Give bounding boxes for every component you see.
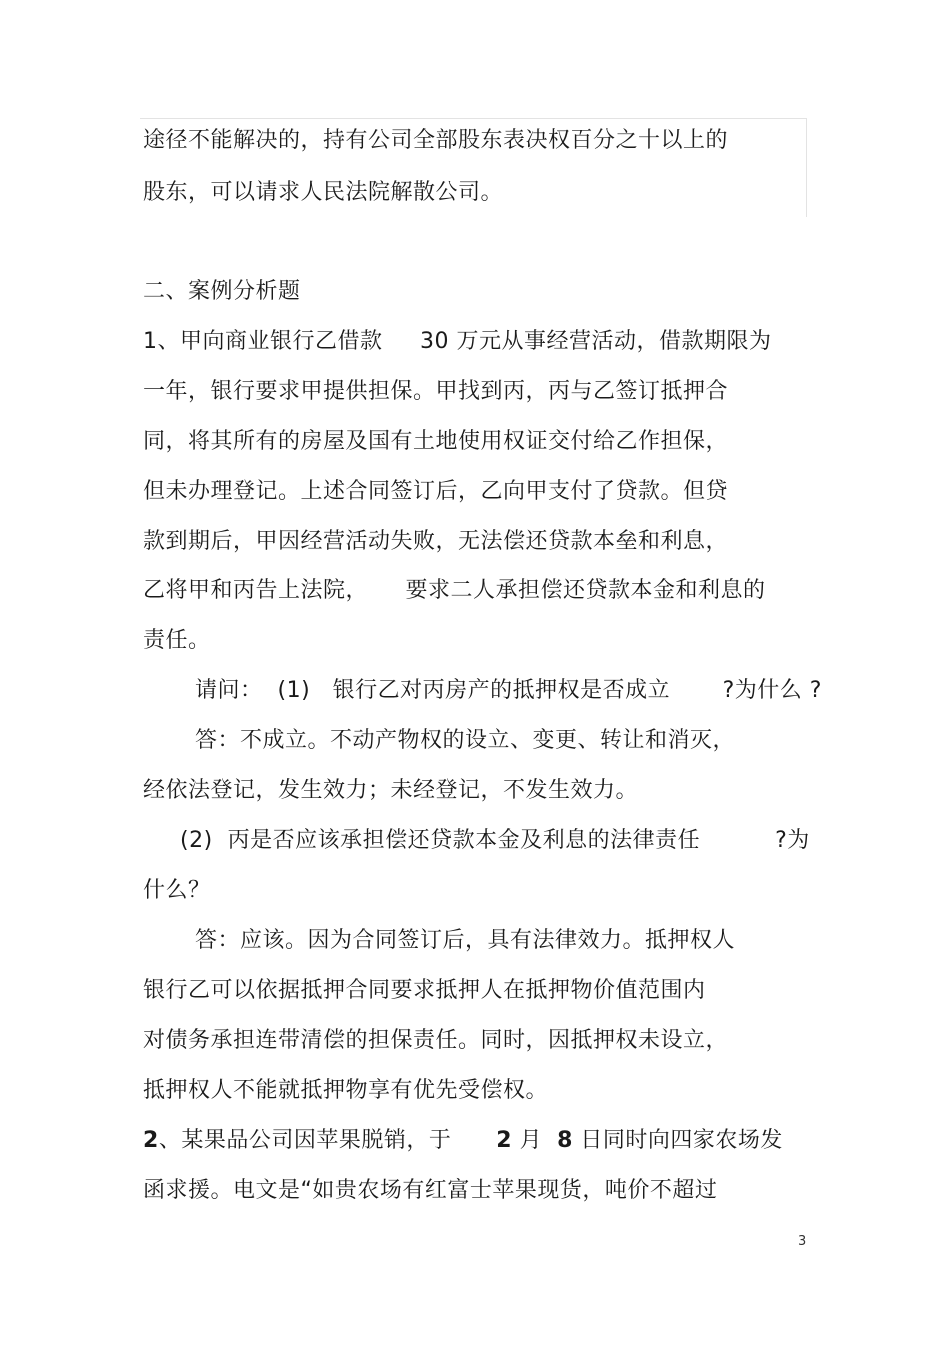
boxed-text-line-2: 股东，可以请求人民法院解散公司。 (143, 180, 504, 205)
case1-line-5: 款到期后，甲因经营活动失败，无法偿还贷款本垒和利息， (143, 529, 729, 554)
question-2-line-2: 什么？ (143, 878, 211, 903)
case2-line-2: 函求援。电文是“如贵农场有红富士苹果现货，吨价不超过 (143, 1178, 718, 1203)
case2-line-1-text-c: 日同时向四家农场发 (572, 1128, 783, 1153)
answer-2-line-3: 对债务承担连带清偿的担保责任。同时，因抵押权未设立， (143, 1028, 729, 1053)
case2-month: 2 (496, 1128, 513, 1153)
boxed-text-line-1: 途径不能解决的，持有公司全部股东表决权百分之十以上的 (143, 128, 729, 153)
answer-2-line-4: 抵押权人不能就抵押物享有优先受偿权。 (143, 1078, 549, 1103)
case2-day: 8 (557, 1128, 573, 1153)
case2-line-1-text-a: 、某果品公司因苹果脱销，于 (158, 1128, 497, 1153)
case2-number: 2 (143, 1128, 159, 1153)
answer-1-line-2: 经依法登记，发生效力；未经登记，不发生效力。 (143, 778, 639, 803)
section-title: 二、案例分析题 (143, 279, 301, 304)
page-number: 3 (798, 1234, 807, 1249)
answer-2-line-1: 答：应该。因为合同签订后，具有法律效力。抵押权人 (195, 928, 736, 953)
case1-line-1: 1、甲向商业银行乙借款 30 万元从事经营活动，借款期限为 (143, 329, 772, 354)
answer-1-line-1: 答：不成立。不动产物权的设立、变更、转让和消灭， (195, 728, 736, 753)
case1-line-3: 同，将其所有的房屋及国有土地使用权证交付给乙作担保， (143, 429, 729, 454)
question-2-line-1: (2) 丙是否应该承担偿还贷款本金及利息的法律责任 ?为 (180, 828, 810, 853)
case2-line-1-text-b: 月 (512, 1128, 558, 1153)
case1-line-2: 一年，银行要求甲提供担保。甲找到丙，丙与乙签订抵押合 (143, 379, 729, 404)
case1-line-4: 但未办理登记。上述合同签订后，乙向甲支付了贷款。但贷 (143, 479, 729, 504)
case2-line-1 (143, 1126, 783, 1156)
case1-line-7: 责任。 (143, 628, 211, 653)
case1-line-6: 乙将甲和丙告上法院， 要求二人承担偿还贷款本金和利息的 (143, 578, 766, 603)
question-1: 请问： (1) 银行乙对丙房产的抵押权是否成立 ?为什么 ? (195, 678, 822, 703)
answer-2-line-2: 银行乙可以依据抵押合同要求抵押人在抵押物价值范围内 (143, 978, 706, 1003)
